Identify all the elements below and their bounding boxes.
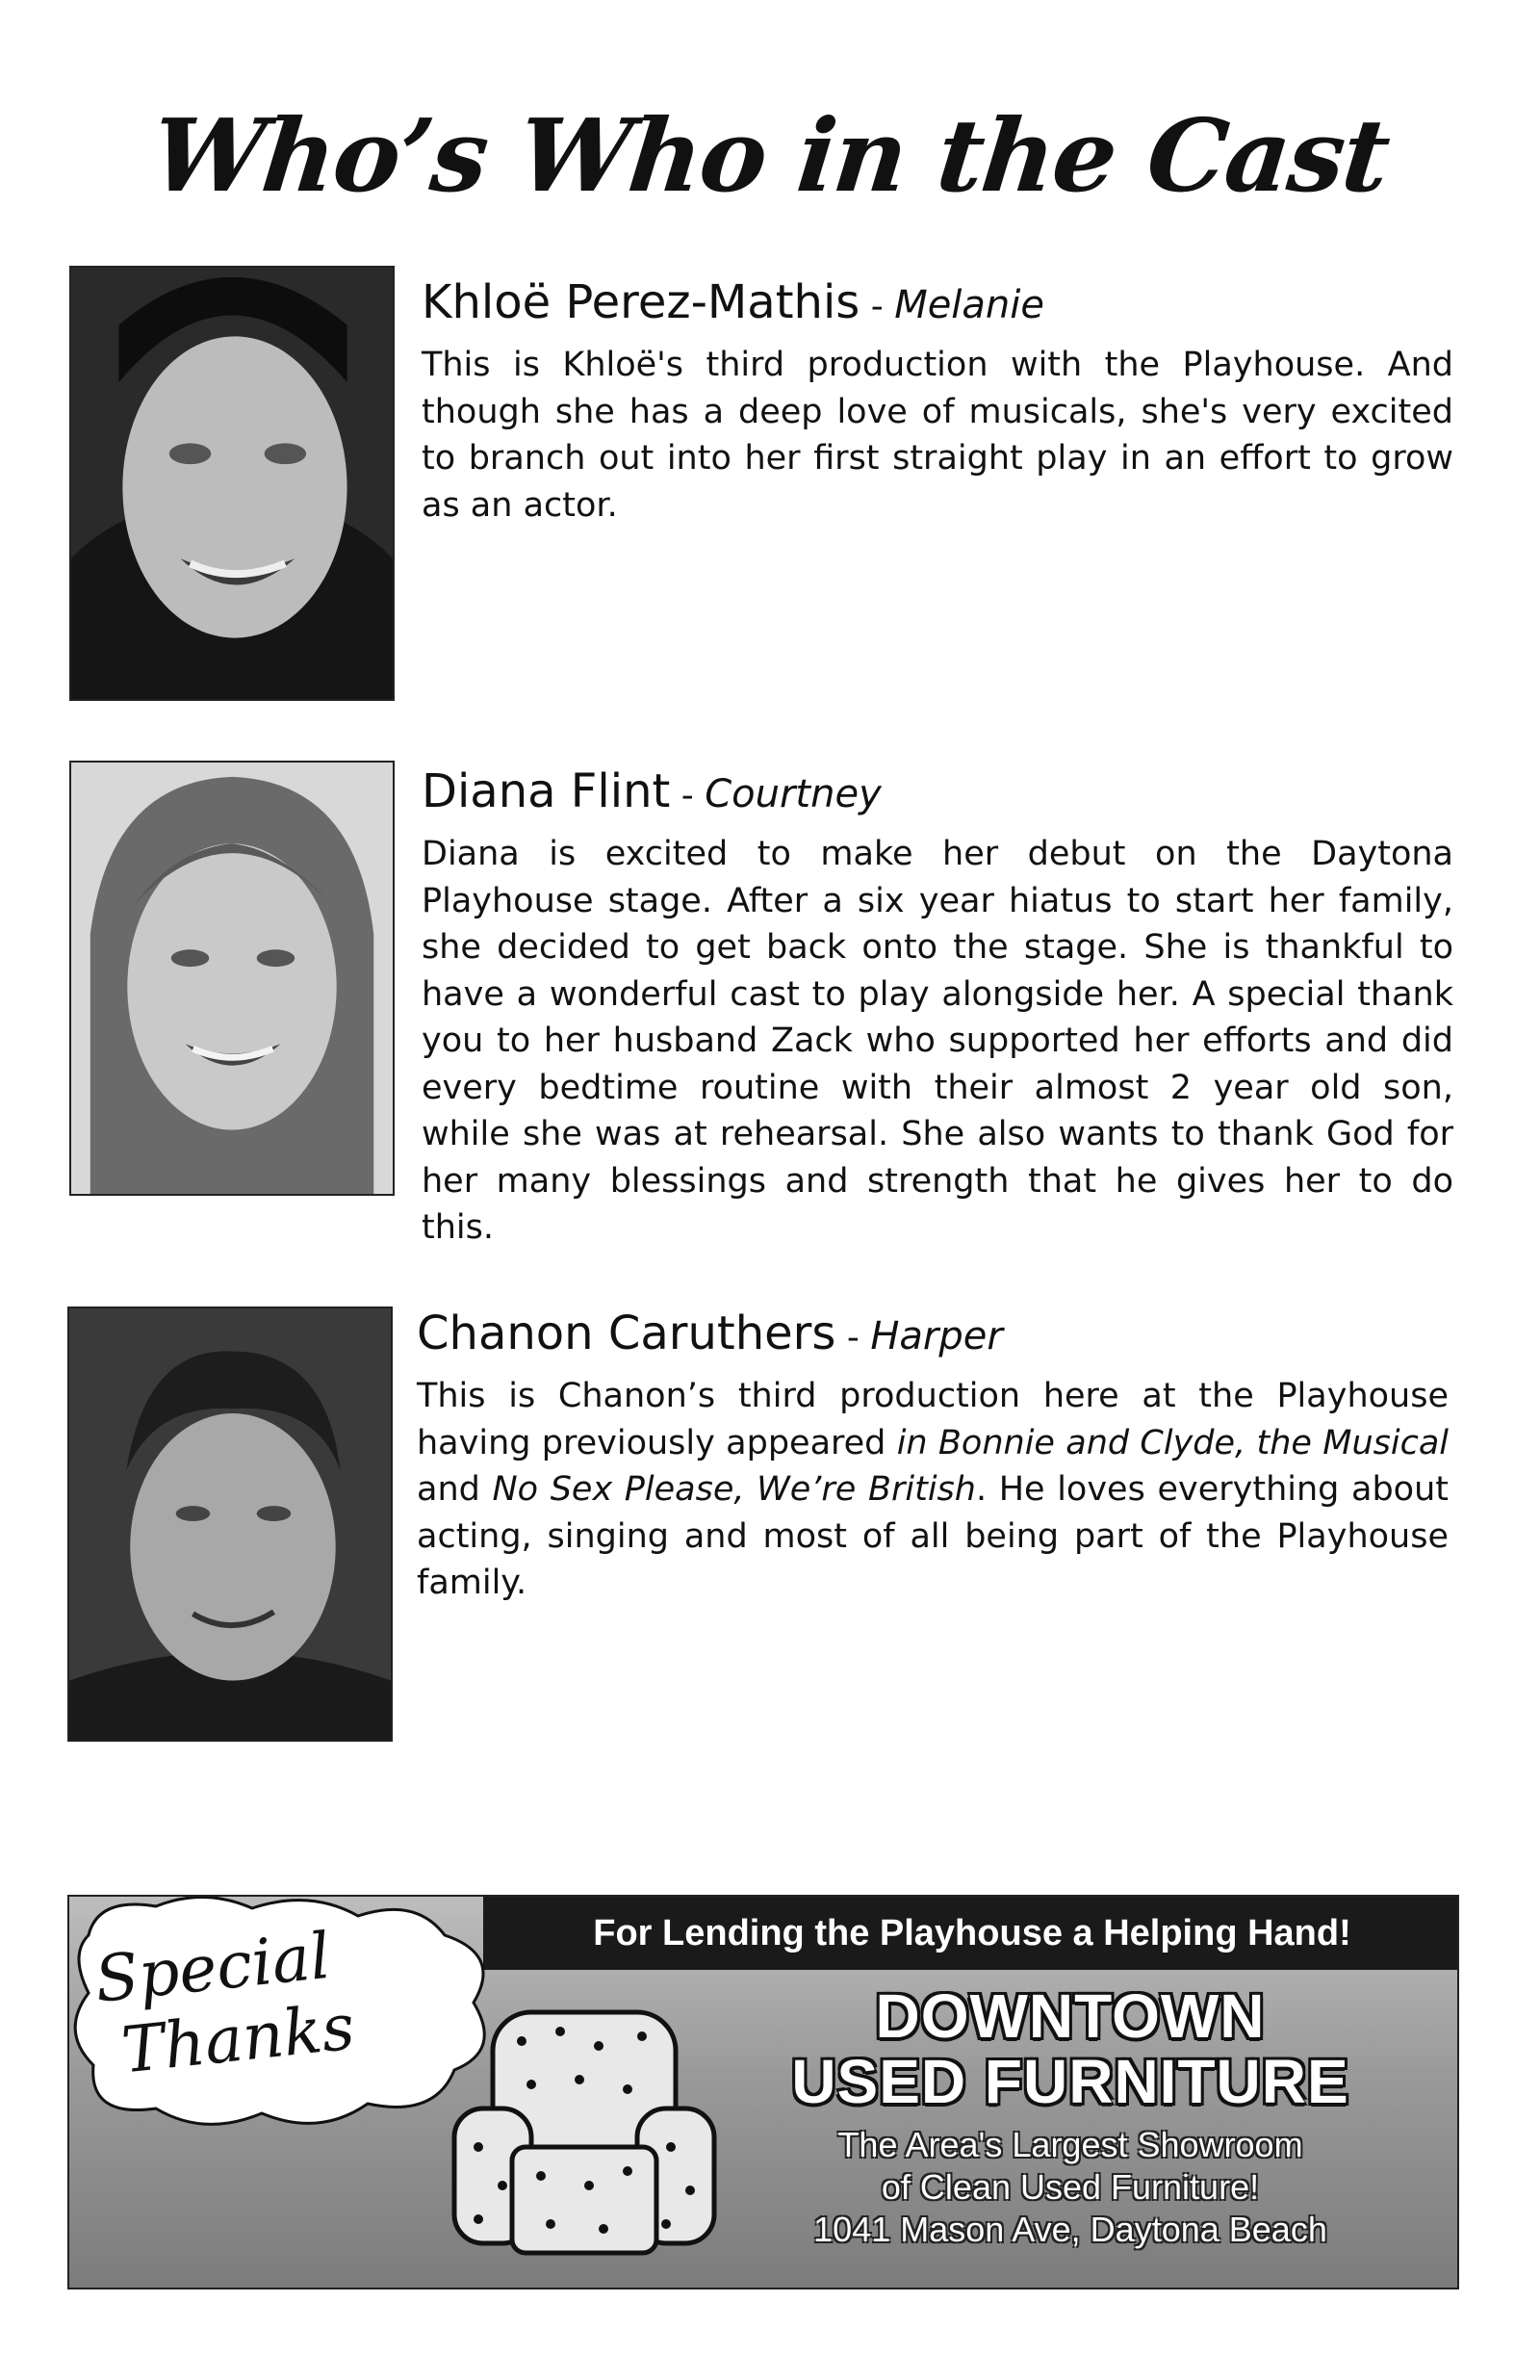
armchair-icon	[435, 1993, 724, 2282]
cast-role: Courtney	[705, 772, 882, 816]
headshot-photo	[67, 1306, 393, 1742]
cast-role: Melanie	[894, 283, 1045, 327]
name-role-separator: -	[860, 287, 895, 326]
cast-bio: Diana is excited to make her debut on the Daytona Playhouse stage. After a six year hiatus to start her family, she decided to get back onto the stage. She is thankful to have a wonderful cast to play alongside her. A special thank you to her husband Zack who supported her efforts and did every bedtime routine with their almost 2 year old son, while she was at rehearsal. She also wants to thank God for her many blessings and strength that he gives her to do this.	[422, 835, 1453, 1247]
special-thanks-line: Special	[91, 1918, 334, 2017]
store-address: 1041 Mason Ave, Daytona Beach	[813, 2210, 1327, 2249]
name-role-separator: -	[670, 776, 706, 815]
ad-banner: For Lending the Playhouse a Helping Hand!	[483, 1897, 1459, 1970]
bio-text: This is Chanon’s third production here at the Playhouse having previously appeared	[417, 1377, 1449, 1462]
bio-text: and	[417, 1470, 493, 1509]
cast-bio: This is Khloë's third production with the Playhouse. And though she has a deep love of musicals, she's very excited to branch out into her first straight play in an effort to grow as an actor.	[422, 346, 1453, 525]
cast-name-line	[422, 275, 1453, 334]
store-name	[733, 1983, 1407, 2114]
store-name-line: DOWNTOWN	[875, 1981, 1266, 2051]
tagline-line: of Clean Used Furniture!	[881, 2167, 1260, 2207]
special-thanks-ad	[67, 1895, 1459, 2289]
cast-name-line	[417, 1306, 1449, 1365]
cast-bio-block	[417, 1306, 1449, 1607]
name-role-separator: -	[835, 1318, 871, 1358]
tagline-line: The Area's Largest Showroom	[837, 2125, 1303, 2164]
show-title: No Sex Please, We’re British	[492, 1470, 976, 1509]
cast-name: Diana Flint	[422, 764, 671, 818]
cast-bio-block	[422, 764, 1453, 1252]
show-title: in Bonnie and Clyde, the Musical	[896, 1423, 1449, 1462]
cast-bio	[417, 1373, 1449, 1607]
headshot-photo	[69, 761, 395, 1196]
special-thanks-line: Thanks	[117, 1989, 358, 2088]
cast-bio-block	[422, 275, 1453, 529]
page-title: Who’s Who in the Cast	[146, 96, 1394, 215]
store-tagline	[733, 2124, 1407, 2251]
store-name-line: USED FURNITURE	[791, 2047, 1349, 2116]
cast-role: Harper	[870, 1314, 1003, 1358]
cast-name: Khloë Perez-Mathis	[422, 275, 860, 329]
cast-name-line	[422, 764, 1453, 823]
bio-text: . He loves everything about acting, singing and most of all being part of the Playhouse family.	[417, 1470, 1449, 1602]
cast-name: Chanon Caruthers	[417, 1306, 836, 1360]
headshot-photo	[69, 266, 395, 701]
